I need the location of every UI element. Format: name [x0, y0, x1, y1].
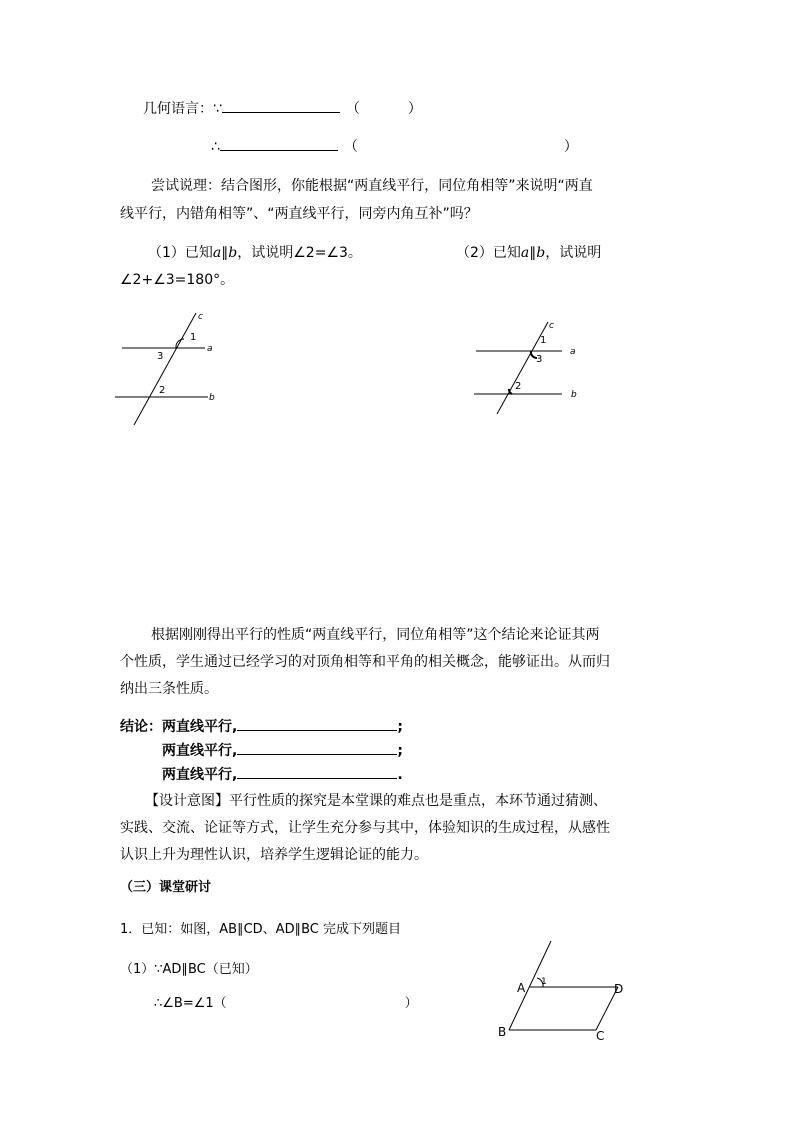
- section-title: （三）课堂研讨: [120, 880, 212, 895]
- fig2-label-1: 1: [540, 335, 547, 346]
- conclusion-line-3: 两直线平行, .: [162, 764, 403, 785]
- conclusion-line-1: 结论：两直线平行, ;: [120, 716, 403, 737]
- fig3-label-A: A: [517, 981, 526, 995]
- fig2-label-3: 3: [536, 354, 543, 365]
- therefore-symbol: ∴: [211, 139, 220, 155]
- design-intent-line-2: 实践、交流、论证等方式，让学生充分参与其中，体验知识的生成过程，从感性: [120, 820, 610, 836]
- geo-language-line-2: ∴ （ ）: [211, 136, 578, 157]
- conclusion-blank-1[interactable]: [237, 716, 397, 731]
- figure-3-parallelogram: [495, 938, 635, 1048]
- fig2-label-b: b: [571, 390, 577, 400]
- fig3-label-D: D: [614, 982, 624, 996]
- fig3-label-1: 1: [541, 977, 547, 987]
- geo-language-line-1: 几何语言：∵ （ ）: [143, 98, 422, 119]
- question-1: （1）已知a∥b，试说明∠2=∠3。: [148, 245, 362, 261]
- conclusion-line-2: 两直线平行, ;: [162, 740, 403, 761]
- fig1-label-b: b: [209, 393, 215, 403]
- figure-1-parallel-lines: [110, 305, 230, 435]
- problem-1-statement: 1．已知：如图，AB∥CD、AD∥BC 完成下列题目: [120, 922, 401, 937]
- paragraph-line-3: 纳出三条性质。: [120, 681, 218, 697]
- paragraph-line-2: 个性质，学生通过已经学习的对顶角相等和平角的相关概念，能够证出。从而归: [120, 654, 610, 670]
- fig1-label-a: a: [207, 344, 213, 354]
- problem-1-sub-1b: ∴∠B=∠1（ ）: [154, 996, 418, 1011]
- fig2-label-2: 2: [515, 381, 522, 392]
- fig2-label-a: a: [570, 347, 576, 357]
- question-2: （2）已知a∥b，试说明: [456, 245, 602, 261]
- fig1-line-c: [134, 313, 196, 425]
- fig1-label-2: 2: [159, 385, 166, 396]
- fig1-label-1: 1: [190, 332, 197, 343]
- fig1-label-c: c: [198, 312, 203, 322]
- fig2-label-c: c: [549, 321, 554, 331]
- design-intent-line-1: 【设计意图】平行性质的探究是本堂课的难点也是重点，本环节通过猜测、: [145, 793, 607, 809]
- because-symbol: ∵: [213, 101, 222, 117]
- try-explain-line-1: 尝试说理：结合图形，你能根据“两直线平行，同位角相等”来说明“两直: [151, 178, 593, 194]
- reason-blank-1[interactable]: [222, 98, 340, 113]
- fig1-label-3: 3: [157, 351, 164, 362]
- fig3-label-C: C: [596, 1029, 605, 1043]
- fig3-label-B: B: [498, 1025, 507, 1039]
- design-intent-line-3: 认识上升为理性认识，培养学生逻辑论证的能力。: [120, 847, 428, 863]
- conclusion-label: 结论：: [120, 719, 162, 735]
- conclusion-blank-3[interactable]: [237, 764, 397, 779]
- geo-language-label: 几何语言：: [143, 101, 213, 117]
- problem-1-sub-1: （1）∵AD∥BC（已知）: [120, 962, 258, 977]
- try-explain-line-2: 线平行，内错角相等”、“两直线平行，同旁内角互补”吗？: [120, 206, 478, 222]
- question-2-continued: ∠2+∠3=180°。: [120, 272, 235, 288]
- paragraph-line-1: 根据刚刚得出平行的性质“两直线平行，同位角相等”这个结论来论证其两: [151, 627, 600, 643]
- figure-2-parallel-lines: [470, 316, 590, 426]
- reason-blank-2[interactable]: [220, 136, 338, 151]
- conclusion-blank-2[interactable]: [237, 740, 397, 755]
